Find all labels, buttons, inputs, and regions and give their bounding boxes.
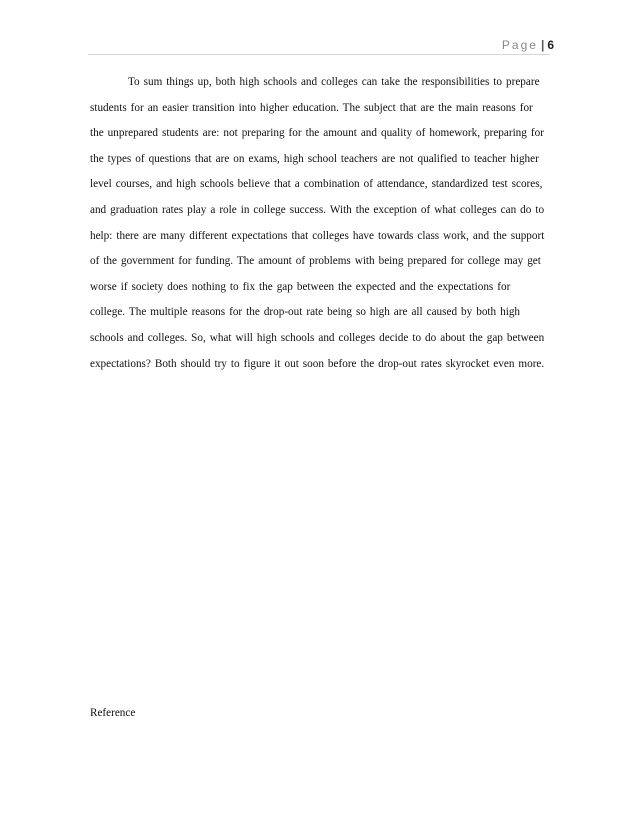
page-number: 6 bbox=[547, 38, 554, 52]
body-paragraph: To sum things up, both high schools and colleges can take the responsibilities to prepare students for an easier transition into higher education. The subject that are the main reasons for the unprepared students are: not preparing for the amount and quality of homework, preparing for the types of questions that are on exams, high school teachers are not qualified to teacher higher level courses, and high schools believe that a combination of attendance, standardized test scores, and graduation rates play a role in college success. With the exception of what colleges can do to help: there are many different expectations that colleges have towards class work, and the support of the government for funding. The amount of problems with being prepared for college may get worse if society does nothing to fix the gap between the expected and the expectations for college. The multiple reasons for the drop-out rate being so high are all caused by both high schools and colleges. So, what will high schools and colleges decide to do about the gap between expectations? Both should try to figure it out soon before the drop-out rates skyrocket even more. bbox=[90, 76, 545, 370]
header-divider bbox=[88, 54, 550, 55]
reference-heading: Reference bbox=[90, 707, 136, 719]
page-separator: | bbox=[540, 38, 545, 52]
page-header bbox=[502, 38, 554, 52]
page-word: Page bbox=[501, 38, 538, 52]
body-text bbox=[90, 70, 546, 377]
